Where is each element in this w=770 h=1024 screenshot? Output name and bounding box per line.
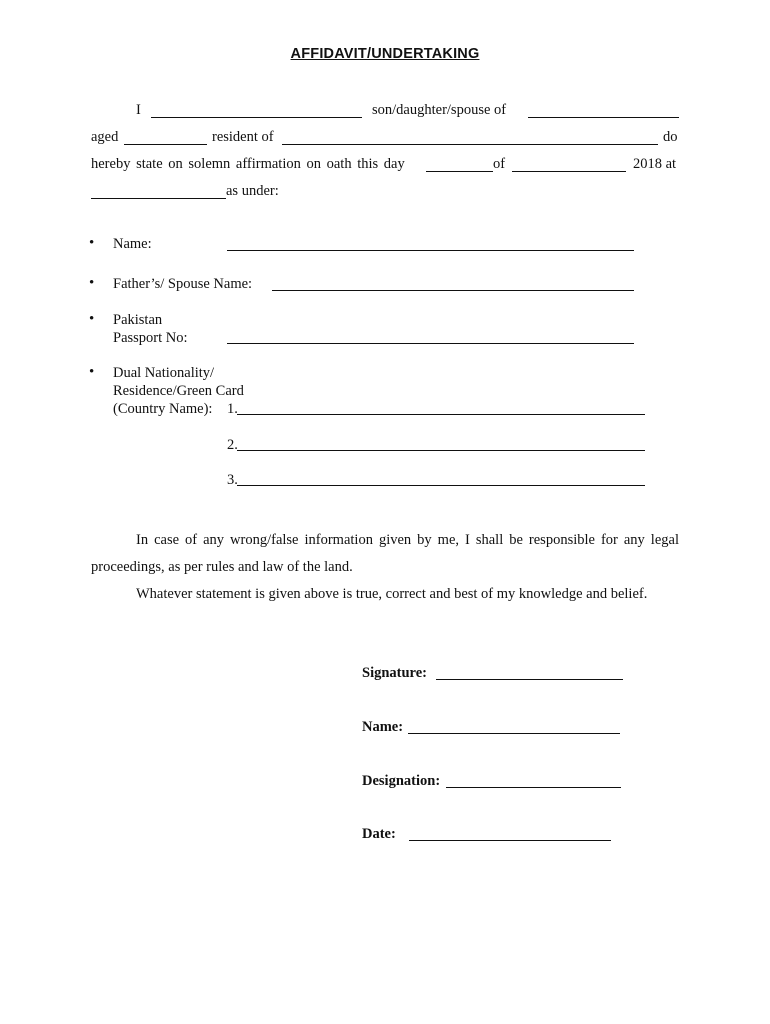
bullet-icon: • bbox=[89, 364, 95, 380]
bullet-icon: • bbox=[89, 235, 95, 251]
aged-label: aged bbox=[91, 129, 119, 145]
do-label: do bbox=[663, 129, 678, 145]
statement-text: hereby state on solemn affirmation on oath this day bbox=[91, 156, 405, 172]
declaration-line-2: proceedings, as per rules and law of the land. bbox=[91, 559, 353, 575]
country-3-blank[interactable] bbox=[237, 485, 645, 486]
declaration-belief: Whatever statement is given above is true, correct and best of my knowledge and belief. bbox=[136, 586, 648, 602]
country-3-number: 3. bbox=[227, 472, 238, 488]
field-dual-label-3: (Country Name): bbox=[113, 401, 213, 417]
place-blank[interactable] bbox=[91, 198, 226, 199]
resident-label: resident of bbox=[212, 129, 274, 145]
age-blank[interactable] bbox=[124, 144, 207, 145]
country-1-blank[interactable] bbox=[237, 414, 645, 415]
relation-label: son/daughter/spouse of bbox=[372, 102, 507, 118]
declaration-line-1: In case of any wrong/false information given by me, I shall be responsible for any legal bbox=[136, 532, 679, 548]
field-dual-label-1: Dual Nationality/ bbox=[113, 365, 215, 381]
country-2-number: 2. bbox=[227, 437, 238, 453]
field-father-spouse-blank[interactable] bbox=[272, 290, 634, 291]
field-passport-label-2: Passport No: bbox=[113, 330, 188, 346]
signature-label: Signature: bbox=[362, 665, 427, 681]
name-blank[interactable] bbox=[151, 117, 362, 118]
document-title: AFFIDAVIT/UNDERTAKING bbox=[290, 46, 480, 62]
relation-name-blank[interactable] bbox=[528, 117, 679, 118]
country-1-number: 1. bbox=[227, 401, 238, 417]
designation-blank[interactable] bbox=[446, 787, 621, 788]
day-blank[interactable] bbox=[426, 171, 493, 172]
country-2-blank[interactable] bbox=[237, 450, 645, 451]
field-passport-blank[interactable] bbox=[227, 343, 634, 344]
month-blank[interactable] bbox=[512, 171, 626, 172]
date-label: Date: bbox=[362, 826, 396, 842]
signatory-name-blank[interactable] bbox=[408, 733, 620, 734]
year-label: 2018 at bbox=[633, 156, 677, 172]
as-under-label: as under: bbox=[226, 183, 279, 199]
signature-blank[interactable] bbox=[436, 679, 623, 680]
of-label: of bbox=[493, 156, 506, 172]
bullet-icon: • bbox=[89, 311, 95, 327]
field-name-label: Name: bbox=[113, 236, 152, 252]
signatory-name-label: Name: bbox=[362, 719, 404, 735]
field-passport-label-1: Pakistan bbox=[113, 312, 163, 328]
bullet-icon: • bbox=[89, 275, 95, 291]
residence-blank[interactable] bbox=[282, 144, 658, 145]
field-father-spouse-label: Father’s/ Spouse Name: bbox=[113, 276, 253, 292]
designation-label: Designation: bbox=[362, 773, 441, 789]
date-blank[interactable] bbox=[409, 840, 611, 841]
intro-i: I bbox=[136, 102, 141, 118]
field-name-blank[interactable] bbox=[227, 250, 634, 251]
field-dual-label-2: Residence/Green Card bbox=[113, 383, 244, 399]
